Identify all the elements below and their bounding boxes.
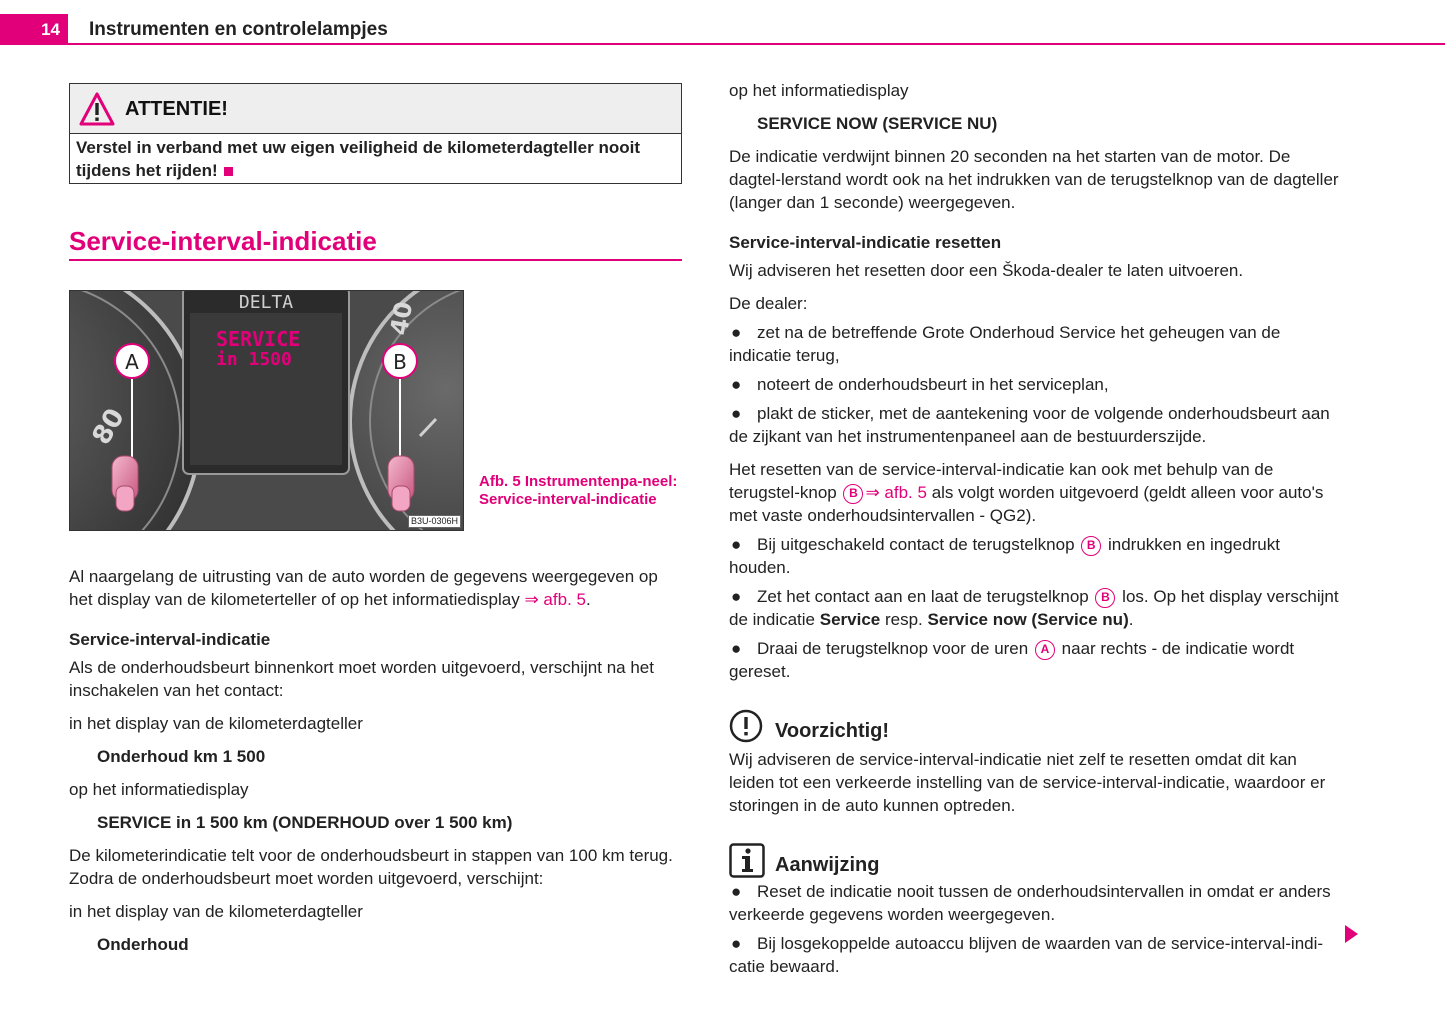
list-item: [729, 533, 1343, 579]
list-item-text: los. Op het display verschijnt de indicatie: [729, 587, 1339, 629]
list-item-text: indrukken en ingedrukt houden.: [729, 535, 1280, 577]
display-top-text: DELTA: [238, 292, 294, 313]
reset-button-b-label: B: [843, 484, 863, 504]
warning-triangle-icon: [78, 91, 116, 127]
list-item-text: plakt de sticker, met de aantekening voor de volgende onderhoudsbeurt aan de zijkant van het instrumentenpaneel aan de bestuurderszijde.: [729, 404, 1330, 446]
list-item-bold: Service now (Service nu): [927, 610, 1129, 629]
warning-title: ATTENTIE!: [125, 98, 228, 120]
bullet-dot-icon: ●: [731, 323, 742, 342]
indented-display-text: Onderhoud km 1 500: [97, 747, 266, 766]
list-item-text: .: [1128, 610, 1134, 629]
paragraph: De indicatie verdwijnt binnen 20 seconden na het starten van de motor. De dagtel-lerstand wordt ook na het indrukken van de terugstelknop van de dagteller (langer dan 1 seconde) weergegeven.: [729, 147, 1339, 212]
section-title: Service-interval-indicatie: [69, 224, 682, 261]
figure-caption: Afb. 5 Instrumentenpa-neel: Service-interval-indicatie: [479, 473, 678, 508]
bullet-dot-icon: ●: [731, 934, 742, 953]
list-item: [729, 373, 1343, 396]
bullet-dot-icon: ●: [731, 639, 742, 658]
page-number: 14: [0, 14, 68, 45]
warning-box: [69, 83, 682, 184]
list-item-text: Zet het contact aan en laat de terugstelknop: [757, 587, 1094, 606]
caution-exclamation-icon: [729, 709, 765, 745]
paragraph-text: als volgt worden uitgevoerd (geldt alleen voor auto's met vaste onderhoudsintervallen - QG2).: [729, 483, 1324, 525]
end-square-icon: [224, 167, 233, 176]
list-item: [729, 585, 1343, 631]
paragraph: [729, 458, 1343, 527]
marker-b-label: B: [393, 350, 407, 374]
warning-text: Verstel in verband met uw eigen veiligheid de kilometerdagteller nooit tijdens het rijden!: [76, 138, 640, 180]
list-item: [729, 637, 1343, 683]
paragraph-text: Het resetten van de service-interval-indicatie kan ook met behulp van de terugstel-knop: [729, 460, 1274, 502]
display-km-text: in 1500: [216, 349, 292, 370]
next-page-arrow-icon[interactable]: [1345, 925, 1358, 943]
list-item-text: zet na de betreffende Grote Onderhoud Service het geheugen van de indicatie terug,: [729, 323, 1281, 365]
caution-text: Wij adviseren de service-interval-indicatie niet zelf te resetten omdat dit kan leiden tot een verkeerde instelling van de service-interval-indicatie, waardoor er storingen in de auto kunnen optreden.: [729, 750, 1326, 815]
paragraph: Als de onderhoudsbeurt binnenkort moet worden uitgevoerd, verschijnt na het inschakelen van het contact:: [69, 658, 654, 700]
indented-display-text: SERVICE NOW (SERVICE NU): [757, 114, 998, 133]
warning-text-block: [70, 134, 681, 183]
running-title: Instrumenten en controlelampjes: [89, 19, 388, 40]
list-item: [729, 880, 1343, 926]
intro-end: .: [585, 590, 591, 609]
display-service-text: SERVICE: [216, 327, 301, 351]
list-item-text: Draai de terugstelknop voor de uren: [757, 639, 1033, 658]
paragraph: Wij adviseren het resetten door een Škoda-dealer te laten uitvoeren.: [729, 261, 1244, 280]
hour-knob-a-label: A: [1035, 640, 1055, 660]
caution-header: [729, 709, 1343, 745]
list-item-text: resp.: [880, 610, 928, 629]
figure-row: [69, 290, 682, 532]
info-note-icon: [729, 843, 767, 879]
reset-button-b-label: B: [1095, 588, 1115, 608]
paragraph: op het informatiedisplay: [69, 780, 249, 799]
warning-header: [70, 84, 681, 134]
list-item: [729, 321, 1343, 367]
subheading-reset: Service-interval-indicatie resetten: [729, 233, 1002, 252]
figure-code: B3U-0306H: [408, 515, 461, 528]
right-gauge-number: 40: [384, 299, 419, 338]
bullet-dot-icon: ●: [731, 375, 742, 394]
intro-text: Al naargelang de uitrusting van de auto worden de gegevens weergegeven op het display van de kilometerteller of op het informatiedisplay: [69, 567, 658, 609]
list-item-text: Reset de indicatie nooit tussen de onderhoudsintervallen in omdat er anders verkeerde gegevens worden weergegeven.: [729, 882, 1331, 924]
instrument-panel-figure: [69, 290, 464, 531]
bullet-dot-icon: ●: [731, 882, 742, 901]
left-column: [69, 83, 682, 956]
left-gauge-number: 80: [86, 403, 131, 450]
caution-title: Voorzichtig!: [775, 720, 890, 742]
bullet-dot-icon: ●: [731, 587, 742, 606]
subheading-service-indicator: Service-interval-indicatie: [69, 630, 271, 649]
list-item-text: noteert de onderhoudsbeurt in het serviceplan,: [757, 375, 1109, 394]
indented-display-text: SERVICE in 1 500 km (ONDERHOUD over 1 500 km): [97, 813, 513, 832]
page-header: [0, 14, 1445, 45]
figure-link[interactable]: ⇒ afb. 5: [524, 590, 586, 609]
marker-a-label: A: [125, 350, 139, 374]
list-item-text: Bij losgekoppelde autoaccu blijven de waarden van de service-interval-indi-catie bewaard.: [729, 934, 1324, 976]
intro-paragraph: [69, 565, 682, 611]
list-item-text: Bij uitgeschakeld contact de terugstelknop: [757, 535, 1080, 554]
paragraph: in het display van de kilometerdagteller: [69, 714, 363, 733]
paragraph: De dealer:: [729, 294, 808, 313]
paragraph: op het informatiedisplay: [729, 81, 909, 100]
figure-link[interactable]: ⇒ afb. 5: [865, 483, 927, 502]
list-item: [729, 402, 1343, 448]
indented-display-text: Onderhoud: [97, 935, 189, 954]
paragraph: De kilometerindicatie telt voor de onderhoudsbeurt in stappen van 100 km terug. Zodra de onderhoudsbeurt moet worden uitgevoerd, verschijnt:: [69, 846, 673, 888]
paragraph: in het display van de kilometerdagteller: [69, 902, 363, 921]
list-item-bold: Service: [819, 610, 881, 629]
right-column: [729, 79, 1343, 978]
list-item-text: naar rechts - de indicatie wordt gereset.: [729, 639, 1295, 681]
bullet-dot-icon: ●: [731, 404, 742, 423]
instrument-panel-illustration: [70, 291, 463, 530]
bullet-dot-icon: ●: [731, 535, 742, 554]
note-header: [729, 843, 1343, 879]
note-title: Aanwijzing: [775, 854, 880, 876]
reset-button-b-label: B: [1081, 536, 1101, 556]
list-item: [729, 932, 1343, 978]
